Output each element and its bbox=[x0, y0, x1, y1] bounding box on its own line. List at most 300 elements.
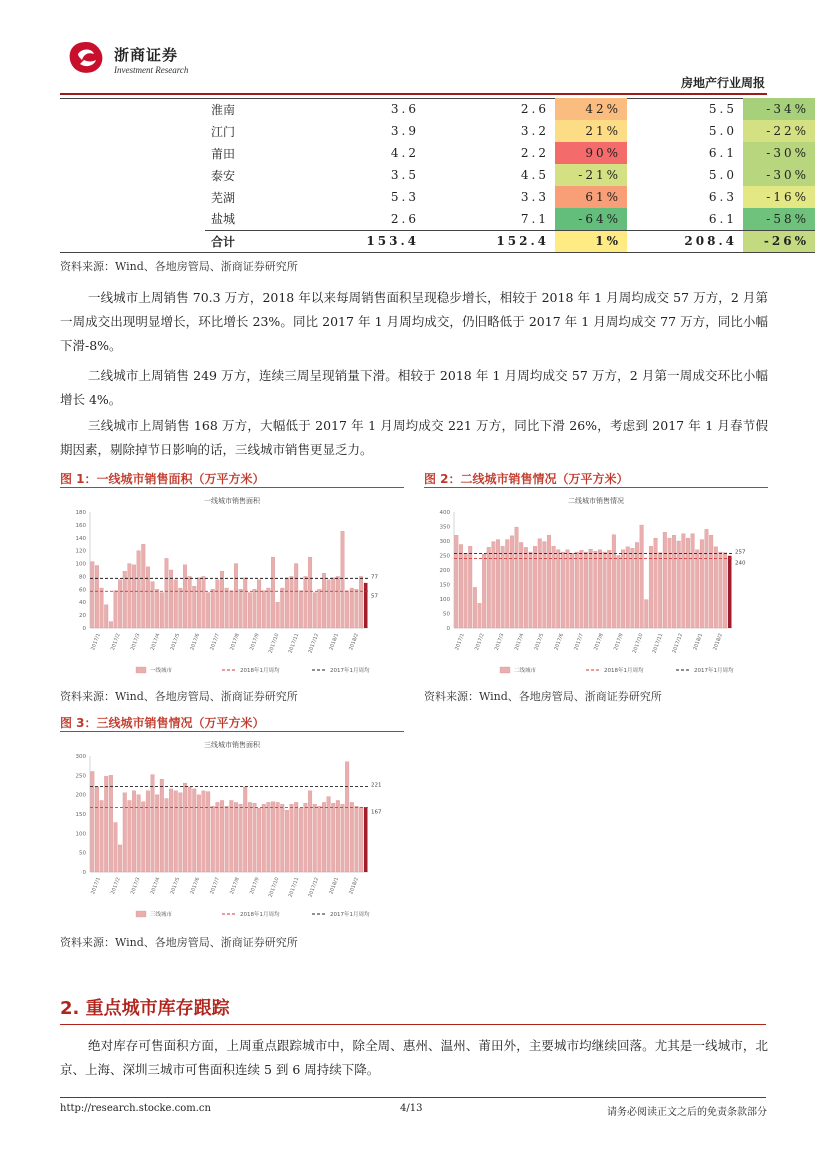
bar bbox=[589, 549, 593, 628]
table-cell-previous: 2.6 bbox=[520, 102, 549, 116]
bar bbox=[695, 550, 699, 628]
bar bbox=[230, 591, 234, 628]
bar bbox=[253, 803, 257, 872]
bar bbox=[211, 806, 215, 872]
bar bbox=[524, 547, 528, 628]
table-row bbox=[205, 142, 815, 164]
footer-disclaimer: 请务必阅读正文之后的免责条款部分 bbox=[607, 1107, 767, 1118]
x-tick-label: 2018/1 bbox=[692, 632, 705, 652]
x-tick-label: 2017/3 bbox=[129, 632, 142, 652]
bar bbox=[728, 556, 732, 628]
bar bbox=[345, 762, 349, 872]
end-value-label: 57 bbox=[371, 593, 378, 600]
bar bbox=[473, 587, 477, 628]
table-cell-current: 5.3 bbox=[390, 190, 419, 204]
bar bbox=[566, 550, 570, 628]
bar bbox=[612, 535, 616, 628]
table-cell-yoy-change: -30% bbox=[743, 164, 815, 186]
bar bbox=[327, 797, 331, 872]
bar bbox=[631, 548, 635, 628]
bar bbox=[336, 576, 340, 628]
x-tick-label: 2017/8 bbox=[229, 632, 241, 652]
bar bbox=[248, 593, 252, 628]
figure-1-source: 资料来源：Wind、各地房管局、浙商证券研究所 bbox=[60, 690, 298, 703]
legend-label: 2017年1月周均 bbox=[330, 912, 370, 918]
x-tick-label: 2017/11 bbox=[287, 876, 301, 899]
bar bbox=[280, 804, 284, 872]
bar bbox=[464, 553, 468, 628]
bar bbox=[322, 573, 326, 628]
figure-3-source: 资料来源：Wind、各地房管局、浙商证券研究所 bbox=[60, 936, 298, 949]
report-title: 房地产行业周报 bbox=[680, 76, 765, 90]
bar bbox=[482, 554, 486, 628]
y-tick-label: 400 bbox=[439, 510, 450, 516]
bar bbox=[128, 564, 132, 628]
bar bbox=[598, 550, 602, 628]
bar bbox=[594, 551, 598, 628]
bar bbox=[239, 804, 243, 872]
x-tick-label: 2017/12 bbox=[307, 876, 321, 899]
bar bbox=[341, 531, 345, 628]
bar bbox=[100, 588, 104, 628]
table-cell-base: 5.5 bbox=[708, 102, 737, 116]
bar bbox=[492, 542, 496, 628]
x-tick-label: 2018/2 bbox=[348, 632, 360, 652]
bar bbox=[183, 783, 187, 872]
table-row bbox=[205, 120, 815, 142]
table-cell-current: 3.9 bbox=[390, 124, 419, 138]
bar bbox=[308, 557, 312, 628]
x-tick-label: 2017/11 bbox=[651, 632, 665, 655]
brand-logo-icon bbox=[66, 40, 106, 76]
bar bbox=[239, 589, 243, 628]
table-cell-wow-change: -21% bbox=[555, 164, 627, 186]
bar bbox=[141, 802, 145, 872]
paragraph-tier1: 一线城市上周销售 70.3 万方，2018 年以来每周销售面积呈现稳步增长，相较于 2018 年 1 月周均成交 57 万方，2 月第一周成交出现明显增长，环比增长 23%。同比 2017 年 1 月周均成交，仍旧略低于 2017 年 1 月周均成交 77 万方，同比小幅下滑-8%。 bbox=[60, 290, 768, 353]
bar bbox=[137, 795, 141, 872]
bar bbox=[118, 580, 122, 628]
bar bbox=[318, 806, 322, 872]
table-row bbox=[205, 208, 815, 230]
x-tick-label: 2017/5 bbox=[169, 632, 182, 652]
bar bbox=[230, 800, 234, 872]
table-cell-current: 4.2 bbox=[390, 146, 419, 160]
legend-label: 2018年1月周均 bbox=[240, 912, 280, 918]
bar bbox=[225, 588, 229, 628]
bar bbox=[267, 588, 271, 628]
y-tick-label: 300 bbox=[75, 754, 86, 760]
table-cell-yoy-change: -34% bbox=[743, 98, 815, 120]
bar bbox=[271, 557, 275, 628]
bar bbox=[248, 802, 252, 872]
bar bbox=[290, 804, 294, 872]
table-cell-city: 淮南 bbox=[211, 102, 236, 117]
bar bbox=[202, 791, 206, 872]
bar bbox=[327, 580, 331, 628]
bar bbox=[603, 552, 607, 628]
bar bbox=[538, 539, 542, 628]
bar bbox=[243, 787, 247, 872]
section-paragraph: 绝对库存可售面积方面，上周重点跟踪城市中，除全周、惠州、温州、莆田外，主要城市均继续回落。尤其是一线城市，北京、上海、深圳三城市可售面积连续 5 到 6 周持续下降。 bbox=[60, 1038, 768, 1077]
bar bbox=[206, 792, 210, 872]
chart-tier2 bbox=[424, 490, 768, 682]
y-tick-label: 100 bbox=[439, 597, 450, 603]
bar bbox=[355, 806, 359, 872]
bar bbox=[691, 534, 695, 628]
footer-divider bbox=[60, 1097, 766, 1098]
bar bbox=[179, 588, 183, 628]
bar bbox=[146, 567, 150, 628]
table-cell-city: 莆田 bbox=[211, 146, 236, 161]
y-tick-label: 140 bbox=[75, 535, 86, 542]
bar bbox=[519, 542, 523, 628]
table-cell-previous: 4.5 bbox=[520, 168, 549, 182]
bar bbox=[192, 789, 196, 872]
x-tick-label: 2017/10 bbox=[267, 876, 281, 899]
bar bbox=[505, 540, 509, 628]
table-cell-base: 6.1 bbox=[708, 146, 737, 160]
legend-swatch-bar bbox=[500, 667, 510, 673]
end-value-label: 257 bbox=[735, 549, 746, 556]
y-tick-label: 50 bbox=[79, 850, 86, 857]
bar bbox=[672, 535, 676, 628]
table-cell-previous: 2.2 bbox=[520, 146, 549, 160]
legend-swatch-bar bbox=[136, 911, 146, 917]
bar bbox=[95, 787, 99, 872]
bar bbox=[257, 808, 261, 872]
x-tick-label: 2017/9 bbox=[613, 632, 625, 652]
table-cell-wow-change: 90% bbox=[555, 142, 627, 164]
table-cell-base: 5.0 bbox=[708, 168, 737, 182]
bar bbox=[114, 591, 118, 628]
bar bbox=[174, 580, 178, 628]
x-tick-label: 2017/7 bbox=[209, 632, 221, 652]
bar bbox=[202, 576, 206, 628]
bar bbox=[364, 583, 368, 628]
end-value-label: 221 bbox=[371, 782, 382, 789]
bar bbox=[257, 580, 261, 628]
figure-2-title: 图 2：二线城市销售情况（万平方米） bbox=[424, 472, 629, 486]
bar bbox=[100, 800, 104, 872]
bar bbox=[459, 544, 463, 628]
bar bbox=[723, 553, 727, 628]
table-cell-previous: 7.1 bbox=[520, 211, 549, 226]
bar bbox=[262, 804, 266, 872]
y-tick-label: 100 bbox=[75, 831, 86, 838]
table-cell-yoy-change: -26% bbox=[743, 230, 815, 252]
bar bbox=[313, 804, 317, 872]
bar bbox=[109, 775, 113, 872]
figure-2-source: 资料来源：Wind、各地房管局、浙商证券研究所 bbox=[424, 690, 662, 703]
table-row bbox=[205, 186, 815, 208]
bar bbox=[359, 576, 363, 628]
table-cell-current: 3.6 bbox=[390, 102, 419, 116]
x-tick-label: 2017/9 bbox=[249, 876, 261, 896]
bar bbox=[336, 800, 340, 872]
footer-url[interactable]: http://research.stocke.com.cn bbox=[60, 1103, 211, 1114]
bar bbox=[719, 552, 723, 628]
bar bbox=[607, 550, 611, 628]
bar bbox=[304, 576, 308, 628]
bar bbox=[132, 565, 136, 628]
bar bbox=[174, 791, 178, 872]
bar bbox=[132, 791, 136, 872]
chart-title: 二线城市销售情况 bbox=[568, 497, 624, 505]
bar bbox=[179, 793, 183, 872]
bar bbox=[304, 803, 308, 872]
y-tick-label: 150 bbox=[75, 812, 86, 818]
bar bbox=[280, 588, 284, 628]
table-cell-yoy-change: -30% bbox=[743, 142, 815, 164]
y-tick-label: 350 bbox=[439, 524, 450, 531]
chart-tier3 bbox=[60, 734, 404, 926]
bar bbox=[654, 538, 658, 628]
bar bbox=[183, 565, 187, 628]
bar bbox=[253, 589, 257, 628]
end-value-label: 240 bbox=[735, 560, 746, 567]
y-tick-label: 200 bbox=[439, 568, 450, 574]
bar bbox=[220, 800, 224, 872]
bar bbox=[155, 589, 159, 628]
x-tick-label: 2017/1 bbox=[90, 632, 102, 652]
table-cell-city: 合计 bbox=[205, 230, 295, 252]
bar bbox=[621, 550, 625, 628]
x-tick-label: 2017/4 bbox=[513, 632, 526, 652]
x-tick-label: 2017/4 bbox=[149, 632, 162, 652]
bar bbox=[294, 802, 298, 872]
x-tick-label: 2017/7 bbox=[573, 632, 585, 652]
bar bbox=[234, 564, 238, 628]
x-tick-label: 2017/3 bbox=[129, 876, 142, 896]
chart-title: 三线城市销售面积 bbox=[204, 741, 260, 749]
legend-label: 2017年1月周均 bbox=[694, 668, 734, 674]
bar bbox=[478, 603, 482, 628]
table-cell-wow-change: 42% bbox=[555, 98, 627, 120]
y-tick-label: 200 bbox=[75, 792, 86, 799]
bar bbox=[146, 791, 150, 872]
bar bbox=[640, 525, 644, 628]
bar bbox=[700, 540, 704, 628]
bar bbox=[234, 802, 238, 872]
x-tick-label: 2017/7 bbox=[209, 876, 221, 896]
x-tick-label: 2017/8 bbox=[229, 876, 241, 896]
figure-3-rule bbox=[60, 731, 404, 732]
bar bbox=[584, 552, 588, 628]
figure-2-rule bbox=[424, 487, 768, 488]
x-tick-label: 2017/8 bbox=[593, 632, 605, 652]
table-cell-previous: 3.3 bbox=[520, 190, 549, 204]
bar bbox=[276, 802, 280, 872]
bar bbox=[123, 793, 127, 872]
table-cell-base: 5.0 bbox=[708, 124, 737, 138]
table-cell-base: 208.4 bbox=[627, 230, 743, 252]
x-tick-label: 2018/1 bbox=[328, 876, 341, 896]
legend-label: 2018年1月周均 bbox=[240, 668, 280, 674]
table-cell-city: 江门 bbox=[211, 124, 236, 139]
bar bbox=[364, 807, 368, 872]
bar bbox=[331, 578, 335, 628]
bar bbox=[160, 593, 164, 628]
bar bbox=[137, 551, 141, 628]
x-tick-label: 2017/2 bbox=[474, 632, 486, 652]
brand-name: 浙商证券 bbox=[114, 46, 179, 64]
chart-tier1 bbox=[60, 490, 404, 682]
bar bbox=[267, 802, 271, 872]
bar bbox=[668, 538, 672, 628]
bar bbox=[496, 540, 500, 628]
bar bbox=[118, 845, 122, 872]
bar bbox=[216, 580, 220, 628]
section-title: 2. 重点城市库存跟踪 bbox=[60, 998, 230, 1019]
legend-label: 二线城市 bbox=[514, 668, 537, 674]
bar bbox=[575, 552, 579, 628]
bar bbox=[658, 553, 662, 628]
bar bbox=[197, 795, 201, 872]
table-cell-wow-change: -64% bbox=[555, 208, 627, 230]
table-cell-yoy-change: -58% bbox=[743, 208, 815, 230]
bar bbox=[123, 571, 127, 628]
header-divider bbox=[60, 93, 767, 95]
y-tick-label: 0 bbox=[82, 626, 86, 632]
legend-label: 一线城市 bbox=[150, 668, 173, 674]
paragraph-tier3: 三线城市上周销售 168 万方，大幅低于 2017 年 1 月周均成交 221 万方，同比下滑 26%，考虑到 2017 年 1 月春节假期因素，剔除掉节日影响的话，三线城市销售更显乏力。 bbox=[60, 418, 768, 457]
x-tick-label: 2017/6 bbox=[189, 876, 202, 896]
bar bbox=[547, 535, 551, 628]
bar bbox=[510, 536, 514, 628]
y-tick-label: 120 bbox=[75, 548, 86, 555]
bar bbox=[318, 589, 322, 628]
bar bbox=[206, 593, 210, 628]
y-tick-label: 250 bbox=[75, 773, 86, 780]
figure-3-title: 图 3：三线城市销售情况（万平方米） bbox=[60, 716, 265, 730]
chart-title: 一线城市销售面积 bbox=[204, 497, 260, 505]
y-tick-label: 40 bbox=[79, 600, 86, 607]
x-tick-label: 2017/6 bbox=[189, 632, 202, 652]
table-cell-city: 泰安 bbox=[211, 168, 236, 183]
bar bbox=[141, 544, 145, 628]
bar bbox=[151, 582, 155, 628]
bar bbox=[644, 600, 648, 628]
x-tick-label: 2017/12 bbox=[671, 632, 685, 655]
x-tick-label: 2017/4 bbox=[149, 876, 162, 896]
bar bbox=[188, 787, 192, 872]
bar bbox=[299, 808, 303, 872]
bar bbox=[682, 534, 686, 628]
bar bbox=[290, 576, 294, 628]
table-cell-previous: 152.4 bbox=[425, 230, 555, 252]
figure-1-rule bbox=[60, 487, 404, 488]
table-cell-current: 3.5 bbox=[390, 168, 419, 182]
brand-subtitle: Investment Research bbox=[114, 65, 189, 75]
bar bbox=[705, 529, 709, 628]
x-tick-label: 2018/2 bbox=[712, 632, 724, 652]
y-tick-label: 60 bbox=[79, 587, 86, 594]
bar bbox=[355, 589, 359, 628]
end-value-label: 167 bbox=[371, 809, 382, 816]
legend-label: 2018年1月周均 bbox=[604, 668, 644, 674]
bar bbox=[359, 807, 363, 872]
bar bbox=[243, 578, 247, 628]
y-tick-label: 300 bbox=[439, 539, 450, 545]
bar bbox=[155, 795, 159, 872]
bar bbox=[350, 802, 354, 872]
bar bbox=[216, 802, 220, 872]
x-tick-label: 2017/10 bbox=[631, 632, 645, 655]
bar bbox=[350, 588, 354, 628]
x-tick-label: 2017/9 bbox=[249, 632, 261, 652]
bar bbox=[160, 779, 164, 872]
bar bbox=[570, 553, 574, 628]
x-tick-label: 2017/5 bbox=[533, 632, 546, 652]
bar bbox=[285, 578, 289, 628]
bar bbox=[104, 776, 108, 872]
table-cell-city: 盐城 bbox=[211, 212, 236, 227]
table-row bbox=[205, 98, 815, 120]
x-tick-label: 2017/1 bbox=[454, 632, 466, 652]
bar bbox=[109, 622, 113, 628]
y-tick-label: 160 bbox=[75, 522, 86, 529]
bar bbox=[91, 562, 95, 628]
bar bbox=[188, 576, 192, 628]
x-tick-label: 2017/6 bbox=[553, 632, 566, 652]
bar bbox=[225, 806, 229, 872]
bar bbox=[515, 527, 519, 628]
bar bbox=[714, 547, 718, 628]
x-tick-label: 2017/1 bbox=[90, 876, 102, 896]
bar bbox=[114, 823, 118, 872]
table-cell-previous: 3.2 bbox=[520, 124, 549, 138]
x-tick-label: 2018/1 bbox=[328, 632, 341, 652]
bar bbox=[617, 556, 621, 629]
table-cell-current: 153.4 bbox=[295, 230, 425, 252]
sales-table bbox=[205, 98, 815, 253]
bar bbox=[313, 593, 317, 628]
table-cell-wow-change: 1% bbox=[555, 230, 627, 252]
paragraph-tier2: 二线城市上周销售 249 万方，连续三周呈现销量下滑。相较于 2018 年 1 月周均成交 57 万方，2 月第一周成交环比小幅增长 4%。 bbox=[60, 368, 768, 407]
bar bbox=[677, 541, 681, 628]
y-tick-label: 50 bbox=[443, 611, 450, 618]
bar bbox=[95, 565, 99, 628]
table-cell-yoy-change: -22% bbox=[743, 120, 815, 142]
y-tick-label: 0 bbox=[82, 870, 86, 876]
bar bbox=[276, 602, 280, 628]
bar bbox=[709, 535, 713, 628]
legend-swatch-bar bbox=[136, 667, 146, 673]
y-tick-label: 80 bbox=[79, 574, 86, 581]
bar bbox=[299, 591, 303, 628]
x-tick-label: 2017/12 bbox=[307, 632, 321, 655]
table-cell-yoy-change: -16% bbox=[743, 186, 815, 208]
bar bbox=[308, 791, 312, 872]
bar bbox=[341, 804, 345, 872]
y-tick-label: 100 bbox=[75, 561, 86, 568]
x-tick-label: 2017/3 bbox=[493, 632, 506, 652]
x-tick-label: 2018/2 bbox=[348, 876, 360, 896]
table-cell-wow-change: 61% bbox=[555, 186, 627, 208]
bar bbox=[220, 571, 224, 628]
table-cell-current: 2.6 bbox=[390, 211, 419, 226]
bar bbox=[345, 591, 349, 628]
table-cell-base: 6.1 bbox=[708, 211, 737, 226]
bar bbox=[104, 605, 108, 628]
bar bbox=[262, 591, 266, 628]
y-tick-label: 250 bbox=[439, 553, 450, 560]
bar bbox=[294, 564, 298, 628]
bar bbox=[128, 800, 132, 872]
page-number: 4/13 bbox=[400, 1103, 423, 1114]
bar bbox=[529, 552, 533, 628]
bar bbox=[543, 542, 547, 628]
